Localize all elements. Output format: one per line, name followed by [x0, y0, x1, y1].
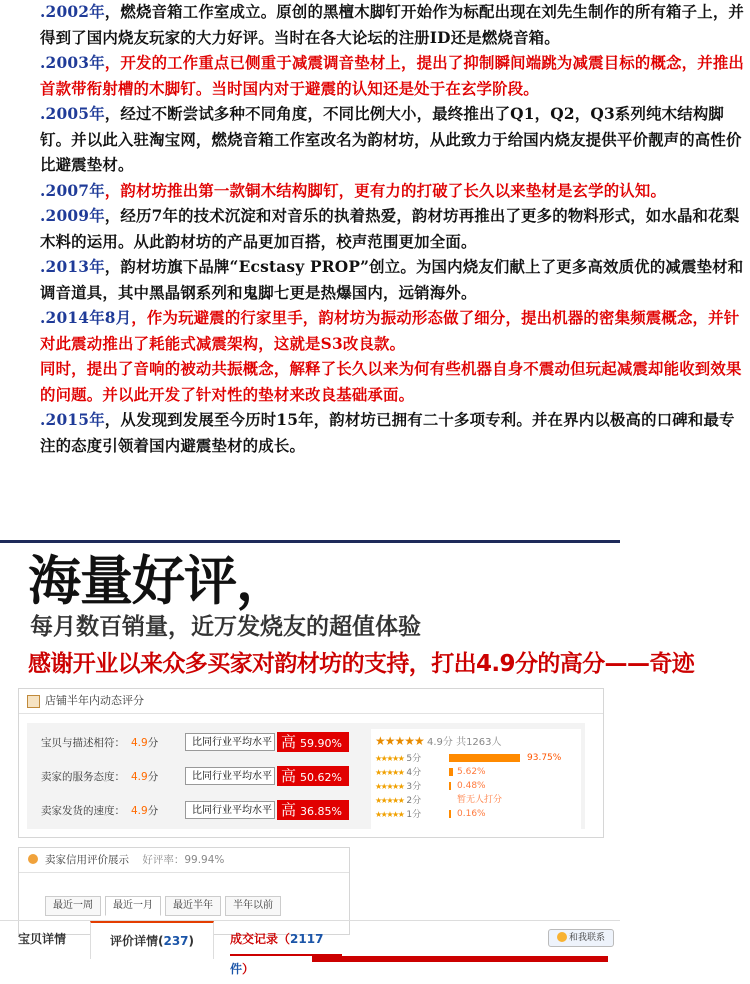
promo-headline: 海量好评， [28, 551, 288, 612]
tab-item-details[interactable]: 宝贝详情 [18, 932, 67, 946]
chat-icon [557, 932, 567, 942]
history-paragraph [40, 102, 745, 179]
rating-box [27, 723, 585, 829]
high-percent: 59.90% [300, 737, 342, 750]
good-rate: 好评率：99.94% [142, 854, 225, 866]
high-percent: 50.62% [300, 771, 342, 784]
star-rating-icon: ★★★★★ [375, 734, 424, 748]
history-year: .2014年8月 [40, 309, 132, 327]
history-year: .2013年 [40, 258, 105, 276]
distribution-label: 5分 [406, 754, 422, 764]
history-year: .2005年 [40, 105, 105, 123]
tab-trade-records[interactable] [230, 924, 342, 976]
high-percent: 36.85% [300, 805, 342, 818]
promo-top-border [0, 540, 620, 543]
compare-label: 比同行业平均水平 [185, 801, 275, 819]
reviews-label: 评价详情( [109, 934, 164, 948]
compare-label: 比同行业平均水平 [185, 733, 275, 751]
calendar-icon [27, 695, 40, 708]
reviews-promo [0, 540, 695, 976]
distribution-bar [449, 754, 520, 762]
rating-score: 4.9 [131, 737, 148, 749]
summary-text: 4.9分 共1263人 [426, 737, 502, 748]
distribution-row [375, 781, 486, 792]
high-badge [277, 732, 349, 752]
history-year: .2009年 [40, 207, 105, 225]
distribution-bar [449, 810, 451, 818]
distribution-percent: 93.75% [527, 753, 562, 763]
tab-reviews[interactable] [90, 921, 214, 959]
rating-score: 4.9 [131, 771, 148, 783]
credit-panel-header [19, 848, 349, 873]
distribution-label: 1分 [406, 810, 422, 820]
tab-before-half-year[interactable]: 半年以前 [225, 896, 281, 916]
rating-row [41, 799, 158, 823]
high-char: 高 [281, 801, 297, 819]
distribution-label: 3分 [406, 782, 422, 792]
star-icon: ★★★★★ [375, 810, 405, 819]
score-distribution [371, 729, 581, 829]
high-badge [277, 766, 349, 786]
trade-close: ） [242, 962, 255, 976]
reviews-count: 237 [163, 934, 189, 948]
history-paragraph [40, 255, 745, 306]
history-paragraph [40, 204, 745, 255]
distribution-label: 4分 [406, 768, 422, 778]
high-char: 高 [281, 767, 297, 785]
distribution-row [375, 809, 486, 820]
history-year: .2002年 [40, 3, 105, 21]
reviews-close: ) [188, 934, 195, 948]
history-year: .2015年 [40, 411, 105, 429]
history-text: ，韵材坊旗下品牌“Ecstasy PROP”创立。为国内烧友们献上了更多高效质优的减震垫材和调音道具，其中黑晶钢系列和鬼脚七更是热爆国内，远销海外。 [40, 258, 744, 302]
distribution-percent: 0.48% [457, 781, 486, 791]
star-icon: ★★★★★ [375, 754, 405, 763]
contact-me-button[interactable] [548, 929, 614, 947]
distribution-label: 2分 [406, 796, 422, 806]
rating-unit: 分 [147, 737, 159, 749]
distribution-row [375, 795, 503, 806]
history-text: 同时，提出了音响的被动共振概念，解释了长久以来为何有些机器自身不震动但玩起减震却能收到效果的问题。并以此开发了针对性的垫材来改良基础承面。 [40, 360, 742, 404]
rating-unit: 分 [147, 805, 159, 817]
rating-panel-header [19, 689, 603, 714]
bottom-red-strip [312, 956, 608, 962]
distribution-row [375, 767, 486, 778]
tab-last-week[interactable]: 最近一周 [45, 896, 101, 916]
distribution-percent: 5.62% [457, 767, 486, 777]
rating-row [41, 765, 158, 789]
distribution-percent: 0.16% [457, 809, 486, 819]
tab-last-month[interactable]: 最近一月 [105, 896, 161, 916]
distribution-bar [449, 782, 451, 790]
rating-row [41, 731, 158, 755]
distribution-summary [375, 733, 502, 748]
history-text: ，经历7年的技术沉淀和对音乐的执着热爱，韵材坊再推出了更多的物料形式，如水晶和花梨木料的运用。从此韵材坊的产品更加百搭，校声范围更加全面。 [40, 207, 740, 251]
trade-count: 2117件 [230, 932, 324, 976]
history-year: .2007年 [40, 181, 105, 200]
history-text: ，作为玩避震的行家里手，韵材坊为振动形态做了细分，提出机器的密集频震概念，并针对此震动推出了耗能式减震架构，这就是S3改良款。 [40, 309, 740, 353]
shop-rating-panel [18, 688, 604, 838]
credit-title: 卖家信用评价展示 [45, 854, 129, 866]
promo-thanks: 感谢开业以来众多买家对韵材坊的支持，打出4.9分的高分——奇迹 [28, 651, 695, 677]
rating-label: 宝贝与描述相符： [41, 737, 125, 749]
history-year: .2003年 [40, 54, 105, 72]
trade-label: 成交记录（ [230, 932, 291, 946]
history-paragraph [40, 408, 745, 459]
distribution-percent: 暂无人打分 [457, 795, 503, 805]
star-icon: ★★★★★ [375, 782, 405, 791]
product-tab-bar [0, 920, 620, 976]
history-paragraph [40, 51, 745, 102]
high-badge [277, 800, 349, 820]
history-paragraph [40, 179, 745, 205]
rating-panel-title: 店铺半年内动态评分 [45, 694, 144, 707]
history-text: ，从发现到发展至今历时15年，韵材坊已拥有二十多项专利。并在界内以极高的口碑和最专注的态度引领着国内避震垫材的成长。 [40, 411, 735, 455]
history-paragraph [40, 0, 745, 51]
distribution-row [375, 753, 562, 764]
history-text: ，韵材坊推出第一款铜木结构脚钉，更有力的打破了长久以来垫材是玄学的认知。 [104, 181, 667, 200]
distribution-bar [449, 768, 453, 776]
rating-score: 4.9 [131, 805, 148, 817]
history-paragraph [40, 306, 745, 357]
rating-label: 卖家发货的速度： [41, 805, 125, 817]
user-icon [28, 854, 38, 864]
history-text: ，经过不断尝试多种不同角度，不同比例大小，最终推出了Q1，Q2，Q3系列纯木结构脚钉。并以此入驻淘宝网，燃烧音箱工作室改名为韵材坊，从此致力于给国内烧友提供平价靓声的高性价比避震垫材。 [40, 105, 742, 174]
compare-label: 比同行业平均水平 [185, 767, 275, 785]
contact-label: 和我联系 [568, 933, 605, 943]
rating-unit: 分 [147, 771, 159, 783]
rating-label: 卖家的服务态度： [41, 771, 125, 783]
history-text: ，开发的工作重点已侧重于减震调音垫材上，提出了抑制瞬间端跳为减震目标的概念，并推出首款带衔射槽的木脚钉。当时国内对于避震的认知还是处于在玄学阶段。 [40, 54, 745, 98]
high-char: 高 [281, 733, 297, 751]
history-paragraph [40, 357, 745, 408]
tab-last-half-year[interactable]: 最近半年 [165, 896, 221, 916]
company-history [40, 0, 745, 459]
star-icon: ★★★★★ [375, 796, 405, 805]
promo-subline: 每月数百销量，近万发烧友的超值体验 [30, 614, 421, 640]
star-icon: ★★★★★ [375, 768, 405, 777]
history-text: ，燃烧音箱工作室成立。原创的黑檀木脚钉开始作为标配出现在刘先生制作的所有箱子上，并得到了国内烧友玩家的大力好评。当时在各大论坛的注册ID还是燃烧音箱。 [40, 3, 745, 47]
